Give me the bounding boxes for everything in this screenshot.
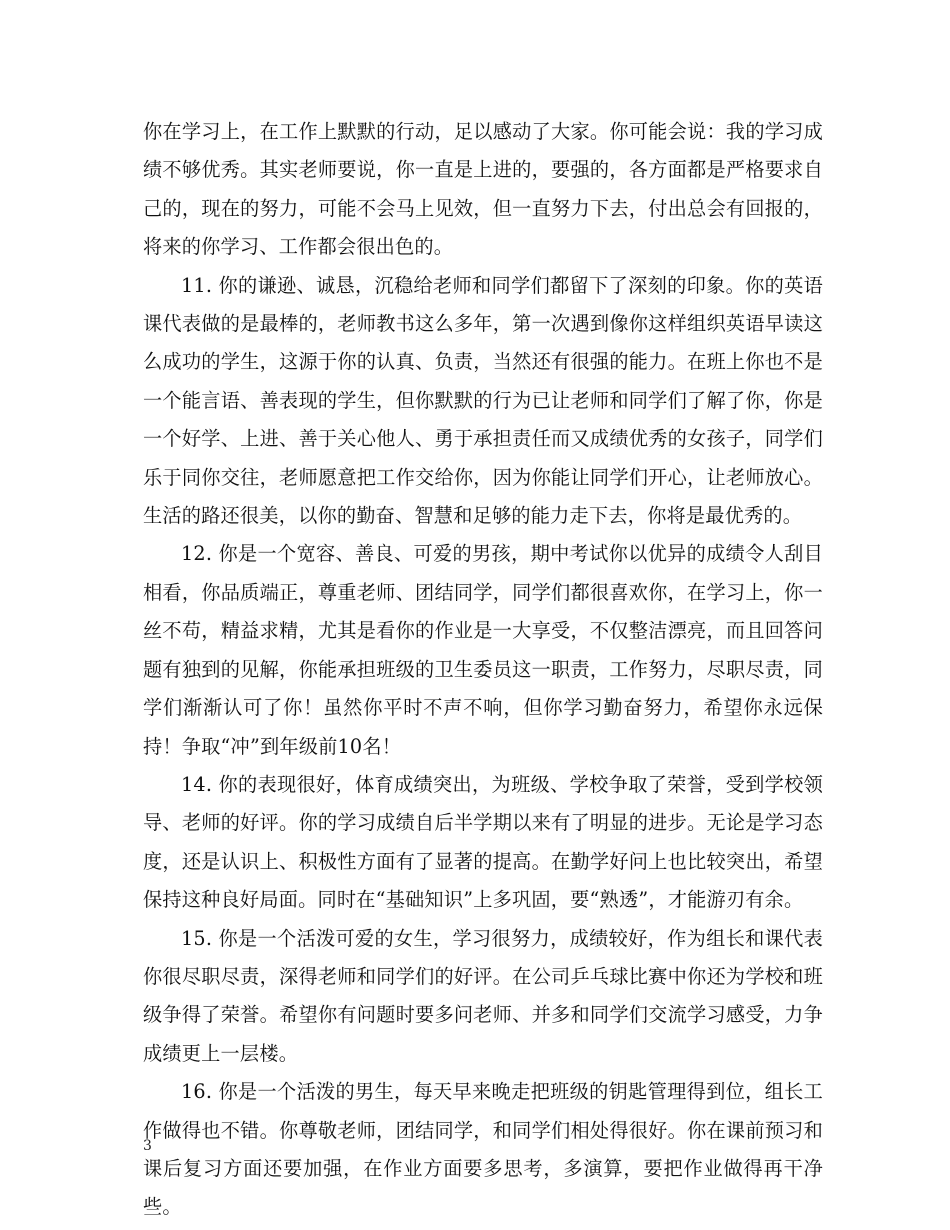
- paragraph-14: 14. 你的表现很好，体育成绩突出，为班级、学校争取了荣誉，受到学校领导、老师的好评。你的学习成绩自后半学期以来有了明显的进步。无论是学习态度，还是认识上、积极性方面有了显著的提高。在勤学好问上也比较突出，希望保持这种良好局面。同时在“基础知识”上多巩固，要“熟透”，才能游刃有余。: [143, 772, 823, 912]
- paragraph-intro: 你在学习上，在工作上默默的行动，足以感动了大家。你可能会说：我的学习成绩不够优秀。其实老师要说，你一直是上进的，要强的，各方面都是严格要求自己的，现在的努力，可能不会马上见效，但一直努力下去，付出总会有回报的，将来的你学习、工作都会很出色的。: [143, 120, 823, 259]
- paragraph-11: 11. 你的谦逊、诚恳，沉稳给老师和同学们都留下了深刻的印象。你的英语课代表做的是最棒的，老师教书这么多年，第一次遇到像你这样组织英语早读这么成功的学生，这源于你的认真、负责，当然还有很强的能力。在班上你也不是一个能言语、善表现的学生，但你默默的行为已让老师和同学们了解了你，你是一个好学、上进、善于关心他人、勇于承担责任而又成绩优秀的女孩子，同学们乐于同你交往，老师愿意把工作交给你，因为你能让同学们开心，让老师放心。生活的路还很美，以你的勤奋、智慧和足够的能力走下去，你将是最优秀的。: [143, 273, 823, 528]
- page-number: 3: [143, 1138, 152, 1154]
- paragraph-12: 12. 你是一个宽容、善良、可爱的男孩，期中考试你以优异的成绩令人刮目相看，你品质端正，尊重老师、团结同学，同学们都很喜欢你，在学习上，你一丝不苟，精益求精，尤其是看你的作业是一大享受，不仅整洁漂亮，而且回答问题有独到的见解，你能承担班级的卫生委员这一职责，工作努力，尽职尽责，同学们渐渐认可了你！虽然你平时不声不响，但你学习勤奋努力，希望你永远保持！争取“冲”到年级前10名！: [143, 542, 823, 758]
- paragraph-16: 16. 你是一个活泼的男生，每天早来晚走把班级的钥匙管理得到位，组长工作做得也不错。你尊敬老师，团结同学，和同学们相处得很好。你在课前预习和课后复习方面还要加强，在作业方面要多思考，多演算，要把作业做得再干净些。: [143, 1080, 823, 1219]
- paragraph-15: 15. 你是一个活泼可爱的女生，学习很努力，成绩较好，作为组长和课代表你很尽职尽责，深得老师和同学们的好评。在公司乒乓球比赛中你还为学校和班级争得了荣誉。希望你有问题时要多问老师、并多和同学们交流学习感受，力争成绩更上一层楼。: [143, 926, 823, 1065]
- page-body: [143, 113, 823, 1227]
